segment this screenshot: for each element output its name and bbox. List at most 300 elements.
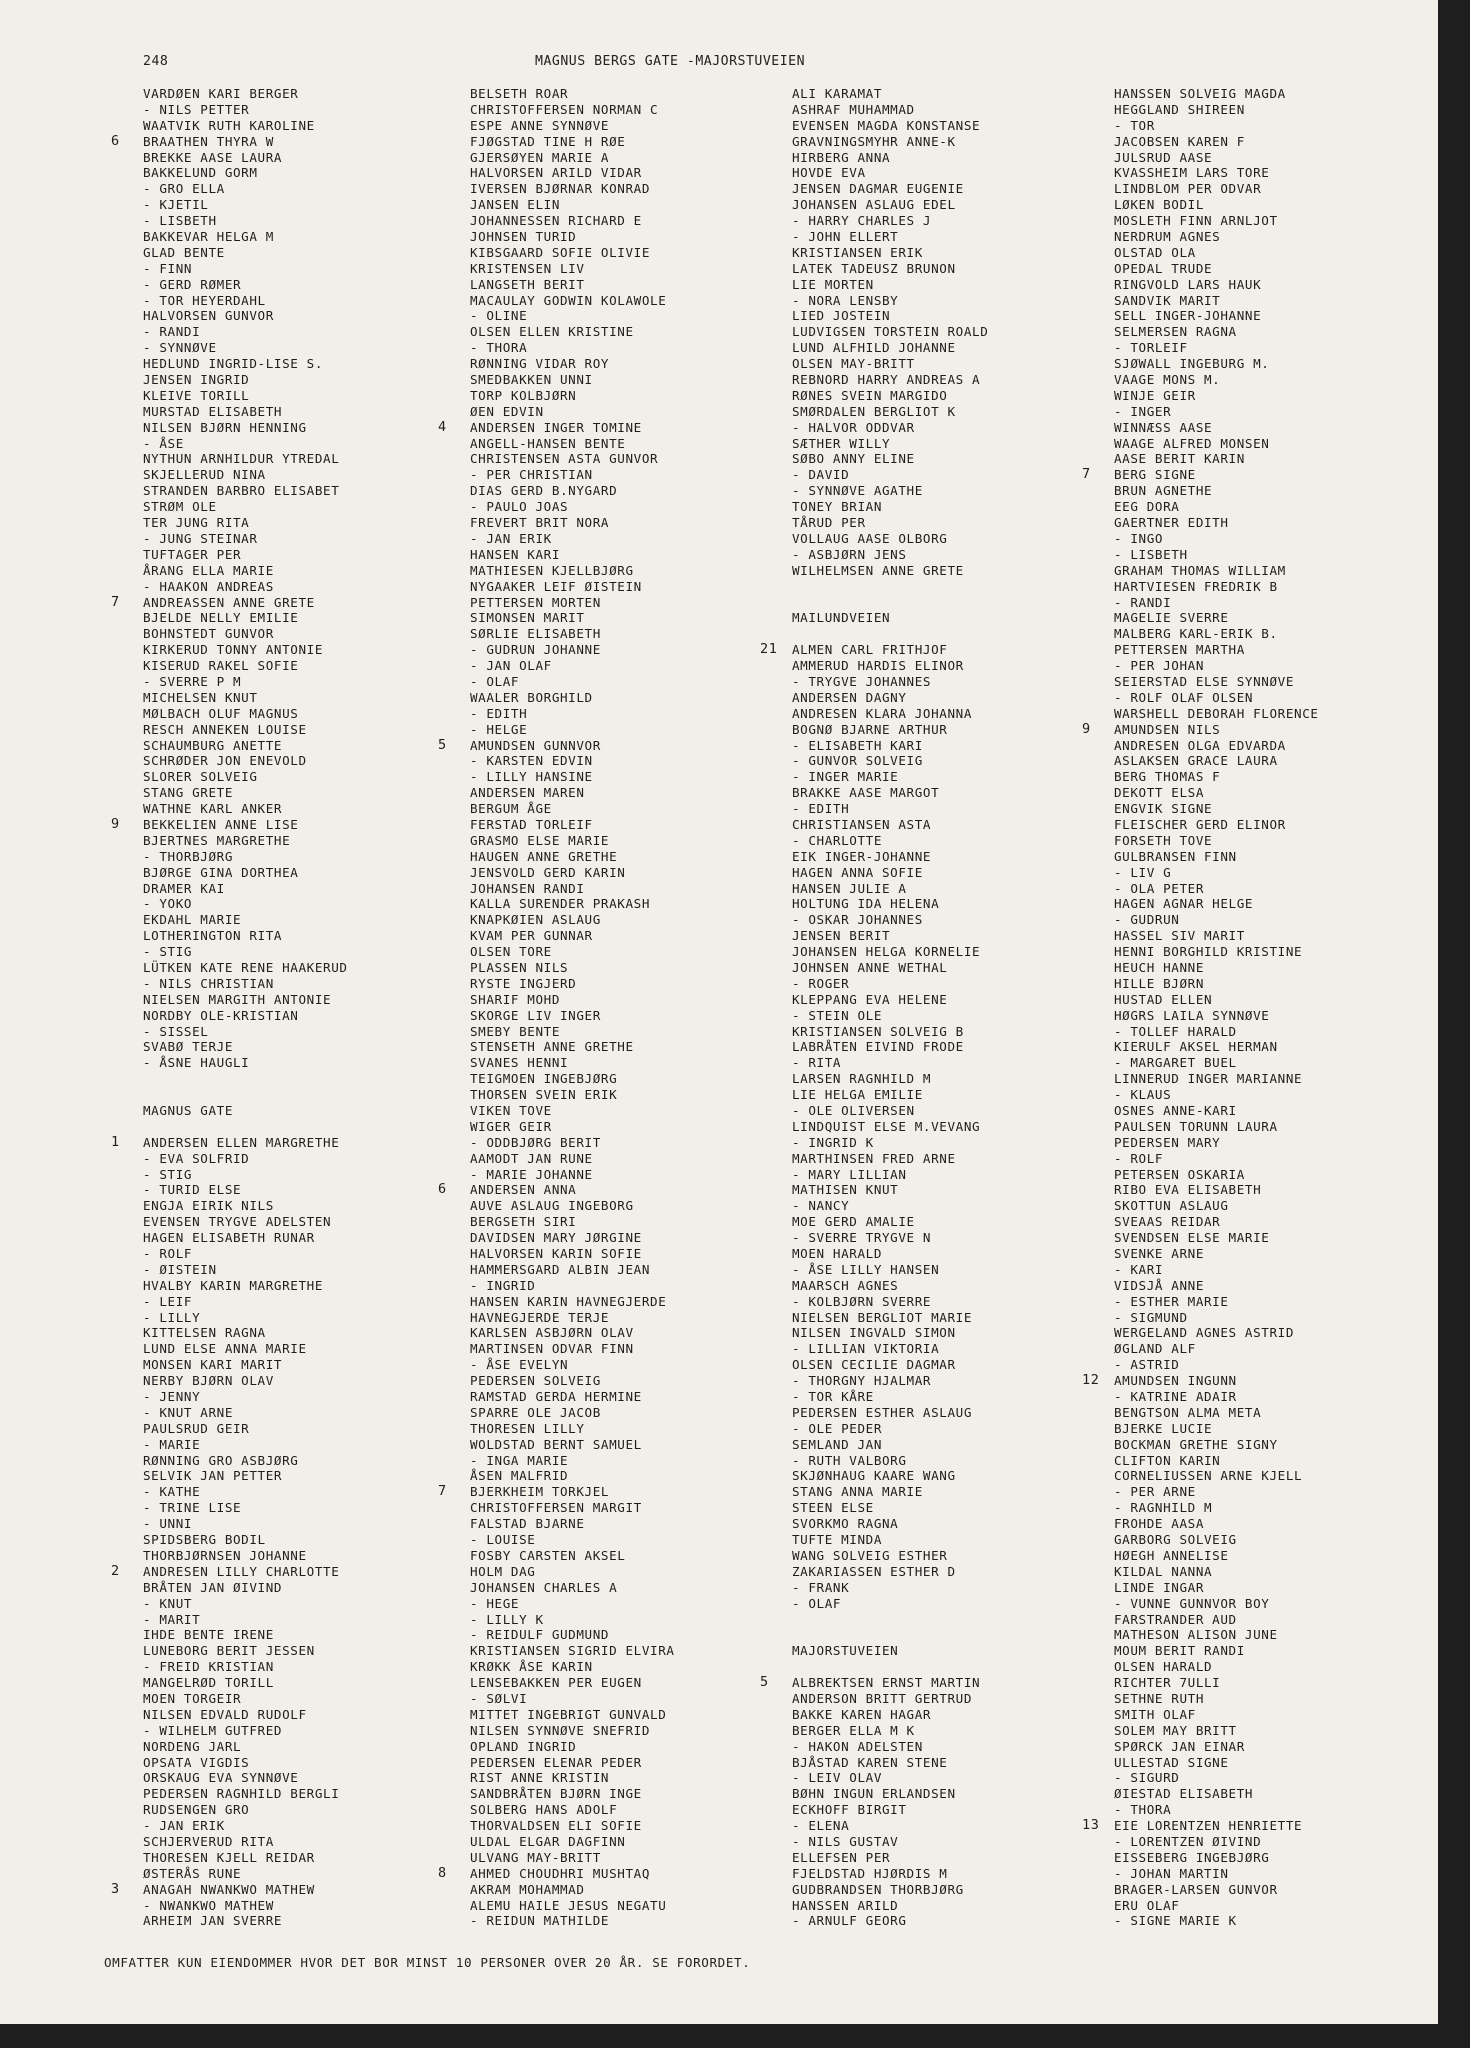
entry-text: OLSEN CECILIE DAGMAR [792,1357,956,1373]
list-item [470,674,810,690]
list-item [792,1087,1132,1103]
list-item [470,86,810,102]
entry-text: NILSEN INGVALD SIMON [792,1325,956,1341]
list-item [792,1866,1132,1882]
entry-text: HARTVIESEN FREDRIK B [1114,578,1278,594]
entry-text: ANDRESEN KLARA JOHANNA [792,705,973,721]
list-item [143,372,483,388]
entry-text: - TURID ELSE [143,1182,242,1198]
entry-text: LUND ELSE ANNA MARIE [143,1341,307,1357]
list-item [470,356,810,372]
list-item [1114,626,1438,642]
entry-text: BOCKMAN GRETHE SIGNY [1114,1436,1278,1452]
list-item [143,388,483,404]
footer-note: OMFATTER KUN EIENDOMMER HVOR DET BOR MINST 10 PERSONER OVER 20 ÅR. SE FORORDET. [104,1955,751,1970]
entry-text: - ROLF [143,1246,193,1262]
list-item [792,293,1132,309]
entry-text: NIELSEN BERGLIOT MARIE [792,1309,973,1325]
list-item [792,1262,1132,1278]
list-item [792,102,1132,118]
list-item [792,722,1132,738]
list-item [1114,1484,1438,1500]
entry-text: KRISTENSEN LIV [470,260,585,276]
list-item [1114,1071,1438,1087]
entry-text: HOLM DAG [470,1563,536,1579]
entry-text: ANDERSEN INGER TOMINE [470,419,642,435]
list-item [470,753,810,769]
list-item [792,944,1132,960]
list-item [143,1643,483,1659]
entry-text: JOHANSEN ASLAUG EDEL [792,197,956,213]
entry-text: PAULSEN TORUNN LAURA [1114,1118,1278,1134]
entry-text: - GERD RØMER [143,276,242,292]
list-item [1114,1755,1438,1771]
list-item [792,610,1132,626]
list-item [792,658,1132,674]
list-item [470,1580,810,1596]
entry-text: - ARNULF GEORG [792,1913,907,1929]
list-item [470,642,810,658]
entry-text: PEDERSEN MARY [1114,1134,1221,1150]
entry-text: KVASSHEIM LARS TORE [1114,165,1270,181]
list-item [792,1786,1132,1802]
list-item [1114,1564,1438,1580]
list-item [143,928,483,944]
list-item [143,483,483,499]
list-item [792,499,1132,515]
list-item [1114,976,1438,992]
list-item [792,372,1132,388]
entry-text: HASSEL SIV MARIT [1114,928,1245,944]
entry-text: KRISTIANSEN SOLVEIG B [792,1023,964,1039]
list-item [143,896,483,912]
list-item [792,563,1132,579]
entry-text: - LILLY [143,1309,201,1325]
list-item [111,1562,483,1580]
list-item [1114,1278,1438,1294]
list-item [792,1898,1132,1914]
entry-text: ORSKAUG EVA SYNNØVE [143,1770,299,1786]
list-item [470,1246,810,1262]
list-item [1114,483,1438,499]
entry-text: THORESEN KJELL REIDAR [143,1849,315,1865]
entry-text: HUSTAD ELLEN [1114,991,1213,1007]
entry-text: KALLA SURENDER PRAKASH [470,896,651,912]
entry-text: GAERTNER EDITH [1114,515,1229,531]
list-item [1114,881,1438,897]
list-item [470,515,810,531]
entry-text: LINDE INGAR [1114,1579,1205,1595]
list-item [1114,801,1438,817]
list-item [470,865,810,881]
list-item [1114,547,1438,563]
entry-text: BAKKEVAR HELGA M [143,229,274,245]
list-item [1114,1341,1438,1357]
entry-text: NILSEN BJØRN HENNING [143,419,307,435]
entry-text: EVENSEN MAGDA KONSTANSE [792,117,981,133]
list-item [792,1468,1132,1484]
list-item [470,849,810,865]
entry-text: HALVORSEN GUNVOR [143,308,274,324]
entry-text: ALMEN CARL FRITHJOF [792,642,948,658]
entry-text: - KOLBJØRN SVERRE [792,1293,932,1309]
entry-text: - RUTH VALBORG [792,1452,907,1468]
house-number: 21 [760,641,778,658]
entry-text: ANDERSON BRITT GERTRUD [792,1690,973,1706]
list-item [1114,912,1438,928]
list-item [470,531,810,547]
list-item [1114,372,1438,388]
list-item [1114,1008,1438,1024]
house-number: 4 [438,418,447,435]
entry-text: - FREID KRISTIAN [143,1659,274,1675]
entry-text: - INGER [1114,403,1172,419]
list-item [470,261,810,277]
list-item [1114,86,1438,102]
entry-text: - LILLY HANSINE [470,769,593,785]
entry-text: OLSTAD OLA [1114,244,1196,260]
house-number: 7 [111,593,120,610]
entry-text: - GUDRUN [1114,912,1180,928]
entry-text: ANDERSEN MAREN [470,785,585,801]
list-item [470,610,810,626]
list-item [792,1691,1132,1707]
list-item [470,960,810,976]
entry-text: - RAGNHILD M [1114,1500,1213,1516]
list-item [143,165,483,181]
entry-text: HEUCH HANNE [1114,959,1205,975]
house-number: 9 [111,815,120,832]
entry-text: JANSEN ELIN [470,197,561,213]
entry-text: - TRINE LISE [143,1500,242,1516]
entry-text: - KNUT ARNE [143,1404,234,1420]
entry-text: WARSHELL DEBORAH FLORENCE [1114,705,1319,721]
list-item [1114,1246,1438,1262]
entry-text: FLEISCHER GERD ELINOR [1114,816,1286,832]
entry-text: - KARI [1114,1261,1164,1277]
list-item [143,1802,483,1818]
list-item [1114,1770,1438,1786]
entry-text: - FINN [143,260,193,276]
entry-text: WERGELAND AGNES ASTRID [1114,1325,1295,1341]
list-item [143,499,483,515]
list-item [143,1548,483,1564]
list-item [111,1880,483,1898]
entry-text: HANSSEN SOLVEIG MAGDA [1114,86,1286,101]
entry-text: - TOR [1114,117,1155,133]
entry-text: WOLDSTAD BERNT SAMUEL [470,1436,642,1452]
list-item [143,261,483,277]
entry-text: - KLAUS [1114,1087,1172,1103]
list-item [1114,1468,1438,1484]
entry-text: BRUN AGNETHE [1114,483,1213,499]
list-item [1114,674,1438,690]
list-item [792,261,1132,277]
list-item [1114,324,1438,340]
list-item [1114,1516,1438,1532]
entry-text: - OLA PETER [1114,880,1205,896]
list-item [143,722,483,738]
entry-text: HANSEN JULIE A [792,880,907,896]
list-item [470,1468,810,1484]
list-item [792,1246,1132,1262]
list-item [792,197,1132,213]
list-item [111,132,483,150]
list-item [792,896,1132,912]
entry-text: - RANDI [143,324,201,340]
entry-text: ULLESTAD SIGNE [1114,1754,1229,1770]
list-item [470,1723,810,1739]
list-item [143,340,483,356]
name-column-2 [438,86,810,1929]
entry-text: ØEN EDVIN [470,403,544,419]
list-item [792,626,1132,642]
entry-text: - NILS PETTER [143,101,250,117]
list-item [143,738,483,754]
list-item [792,1596,1132,1612]
list-item [1114,595,1438,611]
list-item [1114,1802,1438,1818]
entry-text: NORDENG JARL [143,1738,242,1754]
list-item [143,1262,483,1278]
list-item [792,706,1132,722]
list-item [792,1071,1132,1087]
page-title: MAGNUS BERGS GATE -MAJORSTUVEIEN [535,54,806,69]
entry-text: BEKKELIEN ANNE LISE [143,816,299,832]
entry-text: LIED JOSTEIN [792,308,891,324]
list-item [1114,1135,1438,1151]
list-item [470,1135,810,1151]
entry-text: KILDAL NANNA [1114,1563,1213,1579]
list-item [143,642,483,658]
list-item [470,1055,810,1071]
entry-text: ECKHOFF BIRGIT [792,1802,907,1818]
list-item [143,1039,483,1055]
house-number: 3 [111,1880,120,1897]
entry-text: PEDERSEN RAGNHILD BERGLI [143,1786,340,1802]
entry-text: HANSEN KARI [470,546,561,562]
list-item [1114,356,1438,372]
entry-text: - LISBETH [1114,546,1188,562]
entry-text: HAVNEGJERDE TERJE [470,1309,610,1325]
list-item [792,531,1132,547]
entry-text: ASHRAF MUHAMMAD [792,101,915,117]
list-item [470,785,810,801]
entry-text: HALVORSEN ARILD VIDAR [470,165,642,181]
list-item [143,674,483,690]
list-item [1114,849,1438,865]
list-item [792,1850,1132,1866]
entry-text: - ÅSE EVELYN [470,1357,569,1373]
entry-text: SKJØNHAUG KAARE WANG [792,1468,956,1484]
entry-text: - INGER MARIE [792,769,899,785]
list-item [143,181,483,197]
list-item [792,849,1132,865]
entry-text: ANDERSEN ANNA [470,1182,577,1198]
entry-text: IHDE BENTE IRENE [143,1627,274,1643]
house-number: 6 [111,132,120,149]
entry-text: HAGEN ELISABETH RUNAR [143,1230,315,1246]
entry-text: - SØLVI [470,1690,528,1706]
entry-text: OLSEN ELLEN KRISTINE [470,324,634,340]
list-item [438,1864,810,1882]
entry-text: MOEN HARALD [792,1246,883,1262]
entry-text: - KARSTEN EDVIN [470,753,593,769]
entry-text: SÆTHER WILLY [792,435,891,451]
entry-text: - JAN OLAF [470,658,552,674]
entry-text: ENGVIK SIGNE [1114,801,1213,817]
entry-text: - FRANK [792,1579,850,1595]
list-item [470,801,810,817]
list-item [470,1310,810,1326]
list-item [143,610,483,626]
entry-text: THORESEN LILLY [470,1420,585,1436]
list-item [792,420,1132,436]
list-item [470,1882,810,1898]
list-item [1114,229,1438,245]
list-item [470,1516,810,1532]
list-item [470,1214,810,1230]
entry-text: FALSTAD BJARNE [470,1516,585,1532]
list-item [1114,1325,1438,1341]
list-item [470,706,810,722]
entry-text: BENGTSON ALMA META [1114,1404,1262,1420]
entry-text: - STIG [143,1166,193,1182]
house-number: 1 [111,1133,120,1150]
entry-text: VIKEN TOVE [470,1103,552,1118]
entry-text: FROHDE AASA [1114,1516,1205,1532]
list-item [1114,420,1438,436]
list-item [470,722,810,738]
entry-text: THORVALDSEN ELI SOFIE [470,1818,642,1834]
entry-text: - SYNNØVE AGATHE [792,483,923,499]
list-item [470,404,810,420]
entry-text: SMEDBAKKEN UNNI [470,372,593,388]
entry-text: KLEIVE TORILL [143,387,250,403]
list-item [143,912,483,928]
entry-text: RUDSENGEN GRO [143,1802,250,1818]
entry-text: AMUNDSEN NILS [1114,721,1221,737]
entry-text: HAGEN AGNAR HELGE [1114,896,1254,912]
entry-text: PAULSRUD GEIR [143,1420,250,1436]
entry-text: HØEGH ANNELISE [1114,1547,1229,1563]
list-item [143,1453,483,1469]
list-item [143,1151,483,1167]
entry-text: JENSVOLD GERD KARIN [470,864,626,880]
entry-text: - NANCY [792,1198,850,1214]
entry-text: - INGA MARIE [470,1452,569,1468]
entry-text: KITTELSEN RAGNA [143,1325,266,1341]
entry-text: SETHNE RUTH [1114,1690,1205,1706]
entry-text: LENSEBAKKEN PER EUGEN [470,1675,642,1691]
list-item [1114,960,1438,976]
entry-text: BRAATHEN THYRA W [143,133,274,149]
entry-text: EVENSEN TRYGVE ADELSTEN [143,1214,332,1230]
list-item [1114,1357,1438,1373]
list-item [1114,865,1438,881]
list-item [1114,817,1438,833]
entry-text: MARTINSEN ODVAR FINN [470,1341,634,1357]
list-item [470,150,810,166]
list-item [470,1373,810,1389]
list-item [1114,896,1438,912]
entry-text: BELSETH ROAR [470,86,569,101]
entry-text: - HARRY CHARLES J [792,213,932,229]
entry-text: HEDLUND INGRID-LISE S. [143,356,324,372]
list-item [792,356,1132,372]
list-item [792,1373,1132,1389]
list-item [143,1119,483,1135]
list-item [143,881,483,897]
entry-text: ESPE ANNE SYNNØVE [470,117,610,133]
entry-text: - ASTRID [1114,1357,1180,1373]
list-item [143,960,483,976]
list-item [1114,181,1438,197]
list-item [143,1341,483,1357]
list-item [1114,1707,1438,1723]
house-number: 8 [438,1864,447,1881]
entry-text: BERGSETH SIRI [470,1214,577,1230]
entry-text: LØKEN BODIL [1114,197,1205,213]
list-item [470,976,810,992]
list-item [1114,1850,1438,1866]
house-number: 2 [111,1562,120,1579]
entry-text: SVENDSEN ELSE MARIE [1114,1230,1270,1246]
list-item [470,1198,810,1214]
list-item [143,118,483,134]
entry-text: SVENKE ARNE [1114,1246,1205,1262]
entry-text: - SVERRE P M [143,673,242,689]
list-item [1114,1834,1438,1850]
entry-text: REBNORD HARRY ANDREAS A [792,372,981,388]
list-item [1114,1691,1438,1707]
list-item [143,1087,483,1103]
list-item [1114,642,1438,658]
list-item [143,1182,483,1198]
list-item [470,1278,810,1294]
entry-text: BJERKE LUCIE [1114,1420,1213,1436]
entry-text: SHARIF MOHD [470,991,561,1007]
entry-text: ZAKARIASSEN ESTHER D [792,1563,956,1579]
entry-text: SOLBERG HANS ADOLF [470,1802,618,1818]
list-item [1114,1739,1438,1755]
list-item [470,1151,810,1167]
list-item [1114,531,1438,547]
entry-text: BAKKE KAREN HAGAR [792,1706,932,1722]
list-item [1114,1882,1438,1898]
entry-text: NORDBY OLE-KRISTIAN [143,1007,299,1023]
list-item [470,102,810,118]
list-item [1114,293,1438,309]
list-item [792,1230,1132,1246]
entry-text: SANDBRÅTEN BJØRN INGE [470,1786,642,1802]
list-item [470,197,810,213]
list-item [792,865,1132,881]
entry-text: NERDRUM AGNES [1114,229,1221,245]
entry-text: AMUNDSEN INGUNN [1114,1373,1237,1389]
entry-text: MARTHINSEN FRED ARNE [792,1150,956,1166]
entry-text: GJERSØYEN MARIE A [470,149,610,165]
list-item [470,1707,810,1723]
entry-text: SIMONSEN MARIT [470,610,585,626]
entry-text: BRAKKE AASE MARGOT [792,785,940,801]
entry-text: FOSBY CARSTEN AKSEL [470,1547,626,1563]
list-item [1114,690,1438,706]
list-item [1082,720,1438,738]
entry-text: - MARY LILLIAN [792,1166,907,1182]
list-item [792,388,1132,404]
list-item [1114,1103,1438,1119]
